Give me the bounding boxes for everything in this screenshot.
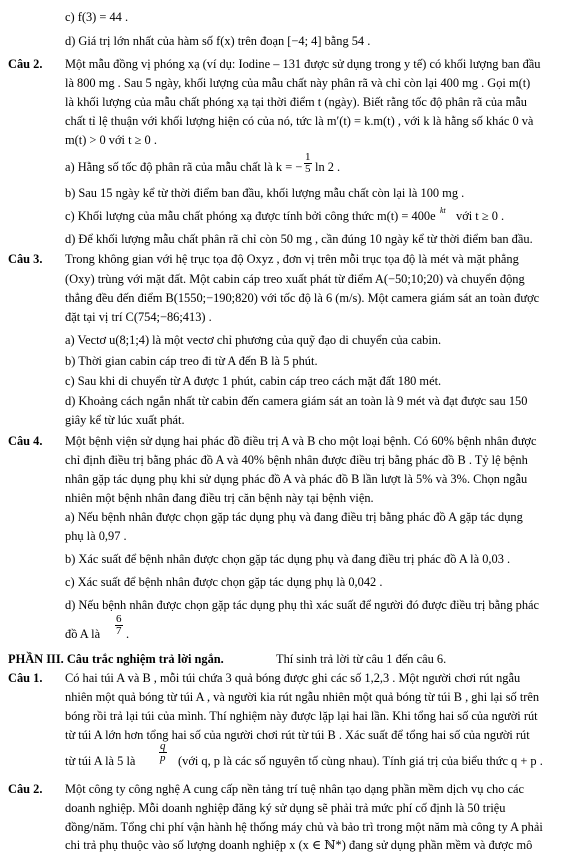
text-line: d) Giá trị lớn nhất của hàm số f(x) trên đoạn [−4; 4] bằng 54 . (65, 34, 371, 48)
text-line: doanh nghiệp. Mỗi doanh nghiệp đăng ký sử dụng sẽ phải trả mức phí cố định là 50 triệu (65, 801, 506, 815)
text-line: d) Khoảng cách ngắn nhất từ cabin đến camera giám sát an toàn là 9 mét và đạt được sau 150 (65, 394, 528, 408)
text-line: c) f(3) = 44 . (65, 10, 129, 24)
text-line: Trong không gian với hệ trục tọa độ Oxyz , đơn vị trên mỗi trục tọa độ là mét và mặt phẳng (65, 252, 519, 266)
text-line: thẳng đều đến điểm B(1550;−190;820) với tốc độ là 6 (m/s). Một camera giám sát an toàn được (65, 291, 540, 305)
formula-tail: với t ≥ 0 . (456, 209, 505, 223)
fraction-numerator: 6 (116, 613, 122, 625)
text-line: Thí sinh trả lời từ câu 1 đến câu 6. (276, 652, 447, 666)
text-line: bóng rồi trả lại túi của mình. Thí nghiệm này được lặp lại hai lần. Khi tổng hai số của người rút (65, 709, 538, 723)
text-line: phụ là 0,97 . (65, 529, 127, 543)
text-line: là khối lượng của mẫu chất phóng xạ tại thời điểm t (ngày). Biết rằng tốc độ phân rã của mẫu (65, 95, 527, 109)
text-line: (với q, p là các số nguyên tố cùng nhau). Tính giá trị của biểu thức q + p . (178, 754, 543, 768)
question-label: Câu 1. (8, 671, 43, 685)
text-line: nhiên một bệnh nhân đang điều trị căn bệnh này tại bệnh viện. (65, 491, 374, 505)
text-line: đặt tại vị trí C(754;−86;413) . (65, 310, 212, 324)
text-line: d) Nếu bệnh nhân được chọn gặp tác dụng phụ thì xác suất để người đó được điều trị bằng phác (65, 598, 540, 612)
exponent-kt: kt (440, 206, 446, 215)
fraction-six-sevenths (114, 614, 124, 637)
question-label: PHẦN III. Câu trắc nghiệm trả lời ngắn. (8, 652, 224, 666)
text-line: đồ A là (65, 627, 101, 641)
text-line: chất tỉ lệ thuận với khối lượng hiện có của nó, tức là m′(t) = k.m(t) , với k là hằng số khác 0 và (65, 114, 534, 128)
text-line: nhân gặp tác dụng phụ khi sử dụng phác đồ A và phác đồ B lần lượt là 5% và 3%. Chọn ngẫu (65, 472, 528, 486)
question-label: Câu 3. (8, 252, 43, 266)
fraction-denominator: 5 (305, 163, 311, 175)
fraction-numerator: 1 (305, 151, 311, 163)
text-line: b) Sau 15 ngày kể từ thời điểm ban đầu, khối lượng mẫu chất còn lại là 100 mg . (65, 186, 465, 200)
fraction-k (303, 152, 313, 175)
text-line: a) Vectơ u(8;1;4) là một vectơ chỉ phương của quỹ đạo di chuyển của cabin. (65, 333, 442, 347)
fraction-tail: . (126, 627, 130, 641)
text-line: nhiên một quả bóng từ túi A , và người kia rút ngẫu nhiên một quả bóng từ túi B , ghi lại số trên (65, 690, 540, 704)
text-line: a) Nếu bệnh nhân được chọn gặp tác dụng phụ và đang điều trị bằng phác đồ A gặp tác dụng (65, 510, 523, 524)
text-line: b) Thời gian cabin cáp treo đi từ A đến B là 5 phút. (65, 354, 318, 368)
fraction-numerator: q (160, 740, 166, 752)
text-line: Một công ty công nghệ A cung cấp nền tảng trí tuệ nhân tạo dạng phần mềm dịch vụ cho các (65, 782, 525, 796)
text-line: a) Hằng số tốc độ phân rã của mẫu chất là k = − (65, 160, 303, 174)
text-line: m(t) > 0 với t ≥ 0 . (65, 133, 157, 147)
fraction-q-over-p (158, 741, 168, 764)
last-line: chi trả phụ thuộc vào số lượng doanh nghiệp x (x ∈ ℕ*) đang sử dụng phần mềm và được mô (65, 838, 533, 852)
question-label: Câu 2. (8, 57, 43, 71)
text-line: giây kể từ lúc xuất phát. (65, 413, 185, 427)
text-line: từ túi A lớn hơn tổng hai số của người chơi rút từ túi B . Xác suất để tổng hai số của người rút (65, 728, 530, 742)
fraction-denominator: 7 (116, 625, 122, 637)
text-line: từ túi A là 5 là (65, 754, 136, 768)
text-line: d) Để khối lượng mẫu chất phân rã chỉ còn 50 mg , cần đúng 10 ngày kể từ thời điểm ban đầu. (65, 232, 533, 246)
text-line: c) Sau khi di chuyển từ A được 1 phút, cabin cáp treo cách mặt đất 180 mét. (65, 374, 442, 388)
question-label: Câu 2. (8, 782, 43, 796)
text-line: Một mẫu đồng vị phóng xạ (ví dụ: Iodine – 131 được sử dụng trong y tế) có khối lượng ban đầu (65, 57, 541, 71)
text-line: Có hai túi A và B , mỗi túi chứa 3 quả bóng được ghi các số 1,2,3 . Một người chơi rút ngẫu (65, 671, 521, 685)
text-line: Một bệnh viện sử dụng hai phác đồ điều trị A và B cho một loại bệnh. Có 60% bệnh nhân được (65, 434, 537, 448)
text-line: c) Xác suất để bệnh nhân được chọn gặp tác dụng phụ là 0,042 . (65, 575, 383, 589)
text-line: là 800 mg . Sau 5 ngày, khối lượng của mẫu chất này phân rã và chỉ còn lại 400 mg . Gọi m(t) (65, 76, 531, 90)
question-label: Câu 4. (8, 434, 43, 448)
text-line: chỉ định điều trị bằng phác đồ A và 40% bệnh nhân được điều trị bằng phác đồ B . Tỷ lệ bệnh (65, 453, 528, 467)
text-line: (Oxy) trùng với mặt đất. Một cabin cáp treo xuất phát từ điểm A(−50;10;20) và chuyển động (65, 272, 525, 286)
fraction-denominator: p (160, 752, 166, 764)
text-line: đồng/năm. Tổng chi phí vận hành hệ thống máy chủ và bảo trì trong một năm mà công ty A phải (65, 820, 543, 834)
fraction-k-tail: ln 2 . (315, 160, 341, 174)
text-line: c) Khối lượng của mẫu chất phóng xạ được tính bởi công thức m(t) = 400e (65, 209, 436, 223)
text-line: b) Xác suất để bệnh nhân được chọn gặp tác dụng phụ và đang điều trị phác đồ A là 0,03 . (65, 552, 511, 566)
